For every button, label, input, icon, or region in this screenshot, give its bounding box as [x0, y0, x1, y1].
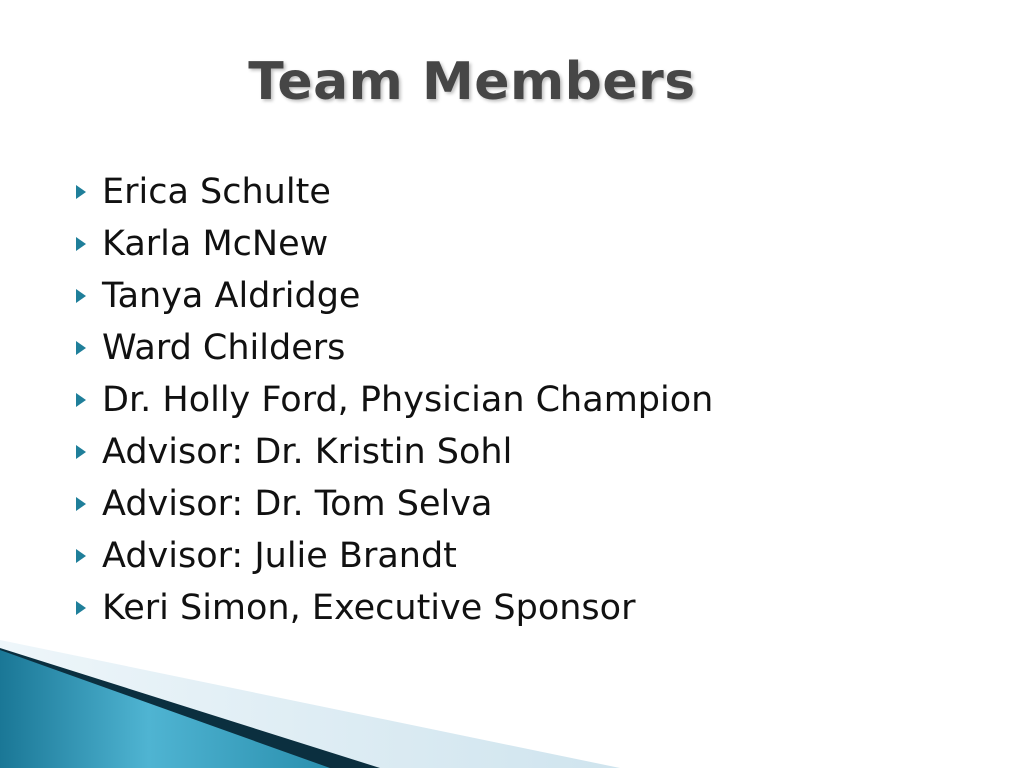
list-item	[76, 218, 713, 270]
triangle-right-icon	[76, 393, 102, 407]
bullet-text: Karla McNew	[102, 224, 329, 264]
triangle-right-icon	[76, 549, 102, 563]
list-item	[76, 374, 713, 426]
list-item	[76, 530, 713, 582]
slide-title: Team Members	[248, 52, 696, 112]
bullet-list	[76, 166, 713, 634]
triangle-right-icon	[76, 341, 102, 355]
triangle-right-icon	[76, 185, 102, 199]
list-item	[76, 166, 713, 218]
list-item	[76, 322, 713, 374]
bullet-text: Ward Childers	[102, 328, 346, 368]
list-item	[76, 478, 713, 530]
triangle-right-icon	[76, 289, 102, 303]
corner-decoration	[0, 620, 1024, 768]
bullet-text: Advisor: Julie Brandt	[102, 536, 457, 576]
list-item	[76, 270, 713, 322]
triangle-right-icon	[76, 497, 102, 511]
bullet-text: Keri Simon, Executive Sponsor	[102, 588, 636, 628]
bullet-text: Advisor: Dr. Tom Selva	[102, 484, 493, 524]
bullet-text: Tanya Aldridge	[102, 276, 361, 316]
triangle-right-icon	[76, 601, 102, 615]
bullet-text: Advisor: Dr. Kristin Sohl	[102, 432, 513, 472]
list-item	[76, 426, 713, 478]
bullet-text: Erica Schulte	[102, 172, 331, 212]
triangle-right-icon	[76, 445, 102, 459]
triangle-right-icon	[76, 237, 102, 251]
bullet-text: Dr. Holly Ford, Physician Champion	[102, 380, 714, 420]
